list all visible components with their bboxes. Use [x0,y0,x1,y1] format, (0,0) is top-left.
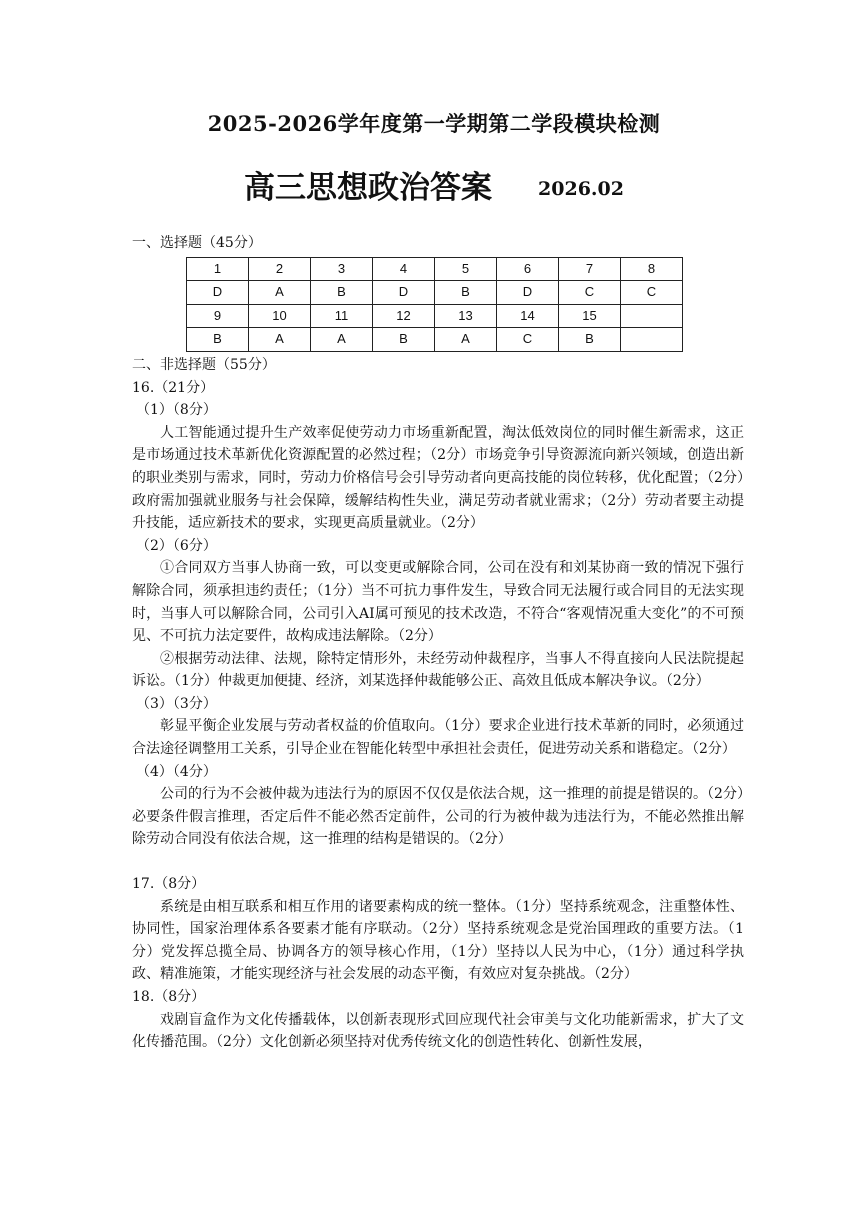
table-cell [621,328,683,352]
q17-answer: 系统是由相互联系和相互作用的诸要素构成的统一整体。（1分）坚持系统观念，注重整体性、协同性，国家治理体系各要素才能有序联动。（2分）坚持系统观念是党治国理政的重要方法。（1分）党发挥总揽全局、协调各方的领导核心作用，（1分）坚持以人民为中心，（1分）通过科学执政、精准施策，才能实现经济与社会发展的动态平衡，有效应对复杂挑战。（2分） [132,898,744,983]
exam-date: 2026.02 [538,178,624,200]
table-cell: 13 [435,304,497,328]
table-cell: 1 [187,257,249,281]
table-cell: 2 [249,257,311,281]
table-cell: C [559,281,621,305]
table-cell: 8 [621,257,683,281]
table-cell: 5 [435,257,497,281]
q16-part1-answer: 人工智能通过提升生产效率促使劳动力市场重新配置，淘汰低效岗位的同时催生新需求，这正是市场通过技术革新优化资源配置的必然过程；（2分）市场竞争引导资源流向新兴领域，创造出新的职业类别与需求，同时，劳动力价格信号会引导劳动者向更高技能的岗位转移，优化配置；（2分）政府需加强就业服务与社会保障，缓解结构性失业，满足劳动者就业需求；（2分）劳动者要主动提升技能，适应新技术的要求，实现更高质量就业。（2分） [132,424,744,532]
q16-part3-answer: 彰显平衡企业发展与劳动者权益的价值取向。（1分）要求企业进行技术革新的同时，必须通过合法途径调整用工关系，引导企业在智能化转型中承担社会责任，促进劳动关系和谐稳定。（2分） [132,718,744,758]
table-cell: 7 [559,257,621,281]
table-cell: 15 [559,304,621,328]
multiple-choice-answer-table [186,257,683,352]
table-row [187,257,683,281]
table-cell: D [497,281,559,305]
table-cell: 10 [249,304,311,328]
q16-part4-answer: 公司的行为不会被仲裁为违法行为的原因不仅仅是依法合规，这一推理的前提是错误的。（2分）必要条件假言推理，否定后件不能必然否定前件，公司的行为被仲裁为违法行为，不能必然推出解除劳动合同没有依法合规，这一推理的结构是错误的。（2分） [132,786,744,848]
q18-heading: 18.（8分） [132,989,206,1005]
table-cell [621,304,683,328]
table-cell: 6 [497,257,559,281]
table-cell: A [311,328,373,352]
q16-part1-heading: （1）（8分） [136,402,217,419]
table-cell: B [187,328,249,352]
exam-title: 2025-2026学年度第一学期第二学段模块检测 [207,111,661,136]
answer-content [132,232,744,1054]
document-title [0,162,868,207]
q17-heading: 17.（8分） [132,876,206,893]
table-cell: A [249,281,311,305]
table-cell: A [249,328,311,352]
q16-part2-answer-b: ②根据劳动法律、法规，除特定情形外，未经劳动仲裁程序，当事人不得直接向人民法院提起诉讼。（1分）仲裁更加便捷、经济，刘某选择仲裁能够公正、高效且低成本解决争议。（2分） [132,650,744,690]
table-cell: A [435,328,497,352]
q18-answer: 戏剧盲盒作为文化传播载体，以创新表现形式回应现代社会审美与文化功能新需求，扩大了文化传播范围。（2分）文化创新必须坚持对优秀传统文化的创造性转化、创新性发展， [132,1011,744,1051]
table-cell: 9 [187,304,249,328]
q16-part4-heading: （4）（4分） [136,763,217,780]
section1-heading: 一、选择题（45分） [132,235,262,251]
table-cell: B [373,328,435,352]
table-row [187,281,683,305]
table-cell: 3 [311,257,373,281]
table-cell: B [311,281,373,305]
table-cell: B [435,281,497,305]
table-cell: B [559,328,621,352]
q16-heading: 16.（21分） [132,379,215,396]
table-cell: C [621,281,683,305]
table-cell: 4 [373,257,435,281]
section2-heading: 二、非选择题（55分） [132,356,276,373]
table-cell: D [373,281,435,305]
table-cell: D [187,281,249,305]
q16-part2-heading: （2）（6分） [136,537,217,554]
q16-part2-answer-a: ①合同双方当事人协商一致，可以变更或解除合同，公司在没有和刘某协商一致的情况下强行解除合同，须承担违约责任；（1分）当不可抗力事件发生，导致合同无法履行或合同目的无法实现时，当事人可以解除合同，公司引入AI属可预见的技术改造，不符合“客观情况重大变化”的不可预见、不可抗力法定要件，故构成违法解除。（2分） [132,560,744,645]
table-row [187,328,683,352]
q16-part3-heading: （3）（3分） [136,695,217,712]
table-cell: 12 [373,304,435,328]
table-cell: 11 [311,304,373,328]
spacer [132,851,744,873]
table-cell: 14 [497,304,559,328]
subject-title: 高三思想政治答案 [244,170,493,206]
table-cell: C [497,328,559,352]
table-row [187,304,683,328]
